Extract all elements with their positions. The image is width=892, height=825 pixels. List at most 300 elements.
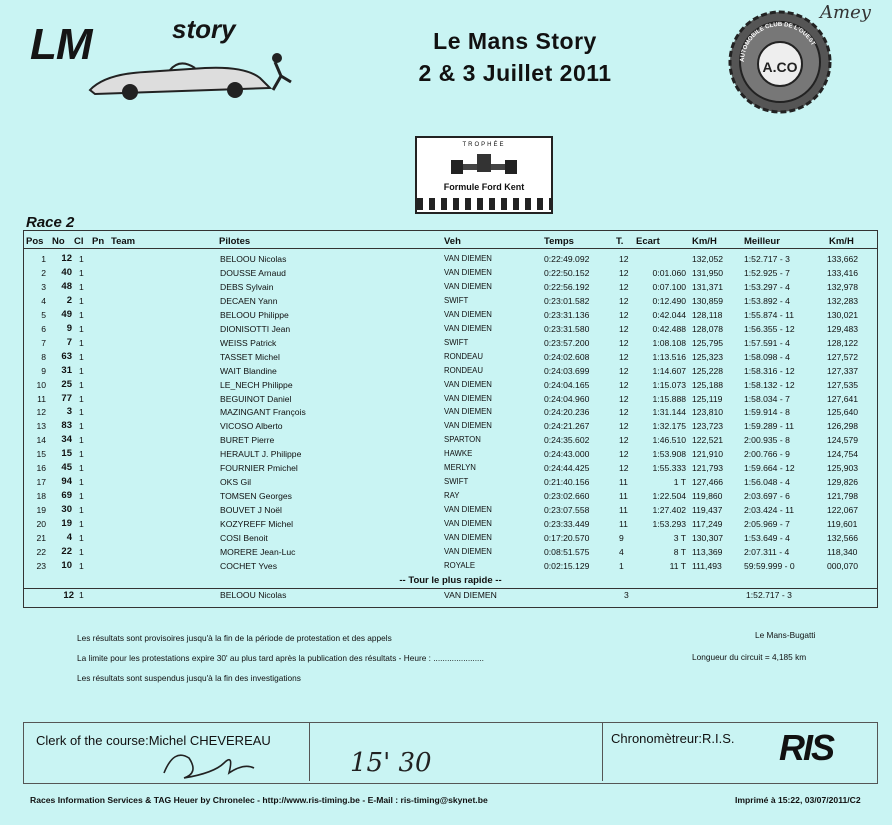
cell-laps: 12: [619, 463, 629, 474]
cell-best-kmh: 132,283: [827, 295, 859, 306]
cell-veh: RAY: [444, 491, 460, 501]
cell-no: 12: [61, 253, 72, 264]
cell-no: 94: [61, 476, 72, 488]
cell-time: 0:22:49.092: [544, 254, 590, 264]
table-row: [24, 309, 877, 323]
cell-gap: 1:32.175: [652, 421, 686, 432]
fastest-lap-number: 3: [624, 590, 629, 600]
cell-veh: SWIFT: [444, 337, 469, 347]
cell-time: 0:24:03.699: [544, 365, 590, 376]
cell-time: 0:23:01.582: [544, 295, 590, 306]
cell-pilot: BELOOU Nicolas: [220, 254, 287, 264]
cell-best: 1:59.914 - 8: [744, 407, 790, 418]
cell-cl: 1: [79, 309, 84, 320]
race-title: Race 2: [26, 214, 75, 231]
cell-kmh: 130,859: [692, 295, 724, 306]
cell-best: 1:52.717 - 3: [744, 254, 790, 264]
cell-no: 34: [61, 434, 72, 446]
cell-cl: 1: [79, 533, 84, 543]
cell-kmh: 121,910: [692, 449, 724, 460]
cell-laps: 12: [619, 393, 629, 404]
note-suspended: Les résultats sont suspendus jusqu'à la fin des investigations: [77, 673, 301, 683]
cell-best: 59:59.999 - 0: [744, 560, 795, 571]
cell-pilot: COSI Benoit: [220, 533, 268, 543]
cell-time: 0:22:56.192: [544, 281, 590, 292]
cell-veh: VAN DIEMEN: [444, 533, 492, 542]
cell-pos: 13: [36, 421, 46, 432]
cell-kmh: 122,521: [692, 435, 724, 446]
cell-veh: VAN DIEMEN: [444, 254, 492, 263]
cell-cl: 1: [79, 337, 84, 348]
cell-kmh: 123,810: [692, 407, 724, 418]
cell-kmh: 125,795: [692, 337, 724, 348]
cell-best: 1:59.289 - 11: [744, 421, 795, 432]
table-row: [24, 337, 877, 351]
table-row: [24, 281, 877, 295]
cell-best: 2:00.935 - 8: [744, 435, 790, 446]
cell-cl: 1: [79, 254, 84, 264]
cell-gap: 0:42.044: [652, 309, 686, 320]
cell-pilot: WAIT Blandine: [220, 365, 277, 376]
table-row: [24, 379, 877, 393]
cell-laps: 12: [619, 309, 629, 320]
col-ecart: Ecart: [636, 236, 660, 247]
cell-pilot: MAZINGANT François: [220, 407, 306, 418]
cell-pilot: DEBS Sylvain: [220, 281, 274, 292]
cell-no: 22: [61, 545, 72, 557]
cell-pos: 16: [36, 463, 46, 474]
cell-veh: VAN DIEMEN: [444, 546, 492, 556]
cell-gap: 1:15.073: [652, 379, 686, 390]
trophy-logo: [415, 136, 553, 214]
cell-no: 10: [61, 559, 72, 571]
cell-best: 2:03.424 - 11: [744, 505, 795, 516]
trophy-label: Formule Ford Kent: [443, 182, 525, 192]
cell-no: 25: [61, 378, 72, 390]
cell-pos: 20: [36, 519, 46, 530]
cell-best-kmh: 133,662: [827, 254, 859, 264]
cell-best: 1:56.048 - 4: [744, 477, 790, 488]
table-row: [24, 462, 877, 476]
cell-no: 83: [61, 420, 72, 432]
cell-laps: 4: [619, 546, 624, 557]
cell-no: 4: [66, 532, 72, 543]
cell-pos: 18: [36, 491, 46, 502]
cell-gap: 1:14.607: [652, 365, 686, 376]
cell-laps: 11: [619, 505, 628, 516]
cell-best-kmh: 129,483: [827, 323, 859, 334]
cell-time: 0:17:20.570: [544, 533, 590, 543]
cell-best: 1:53.297 - 4: [744, 281, 790, 292]
cell-gap: 0:12.490: [652, 295, 686, 306]
cell-cl: 1: [79, 491, 84, 502]
cell-time: 0:24:35.602: [544, 435, 590, 446]
header-divider: [24, 248, 877, 249]
cell-cl: 1: [79, 295, 84, 306]
cell-kmh: 111,493: [692, 560, 722, 571]
cell-pilot: VICOSO Alberto: [220, 421, 283, 432]
cell-time: 0:23:07.558: [544, 505, 590, 516]
cell-veh: VAN DIEMEN: [444, 379, 492, 389]
logo-story-text: story: [172, 14, 236, 44]
cell-time: 0:22:50.152: [544, 267, 590, 278]
cell-veh: ROYALE: [444, 560, 476, 570]
cell-time: 0:23:57.200: [544, 337, 590, 348]
cell-cl: 1: [79, 281, 84, 292]
table-row: [24, 560, 877, 574]
table-row: [24, 406, 877, 420]
cell-pilot: KOZYREFF Michel: [220, 519, 294, 530]
cell-time: 0:21:40.156: [544, 477, 590, 488]
cell-veh: VAN DIEMEN: [444, 323, 492, 333]
cell-best-kmh: 129,826: [827, 477, 859, 488]
cell-gap: 1:46.510: [652, 435, 686, 446]
cell-pos: 2: [41, 267, 46, 278]
cell-best: 1:58.098 - 4: [744, 351, 790, 362]
trophy-small-text: TROPHÉE: [462, 142, 506, 148]
table-row: [24, 351, 877, 365]
cell-pilot: MORERE Jean-Luc: [220, 546, 296, 557]
cell-time: 0:24:21.267: [544, 421, 590, 432]
clerk-of-course: Clerk of the course:Michel CHEVEREAU: [36, 733, 271, 748]
cell-no: 31: [61, 364, 72, 376]
cell-time: 0:24:02.608: [544, 351, 590, 362]
cell-pos: 7: [41, 337, 46, 348]
cell-cl: 1: [79, 407, 84, 418]
cell-kmh: 123,723: [692, 421, 724, 432]
cell-no: 48: [61, 280, 72, 292]
signature-box: [23, 722, 878, 784]
cell-gap: 1:31.144: [652, 407, 686, 418]
cell-pilot: OKS Gil: [220, 477, 252, 488]
circuit-length: Longueur du circuit = 4,185 km: [692, 652, 807, 662]
cell-gap: 1:13.516: [652, 351, 686, 362]
col-kmh-best: Km/H: [829, 236, 854, 247]
col-no: No: [52, 236, 65, 247]
cell-pos: 21: [36, 533, 46, 543]
note-provisional: Les résultats sont provisoires jusqu'à la fin de la période de protestation et des appels: [77, 633, 392, 643]
cell-pilot: HERAULT J. Philippe: [220, 449, 302, 460]
cell-pilot: FOURNIER Pmichel: [220, 463, 298, 474]
cell-best-kmh: 119,601: [827, 519, 858, 530]
cell-gap: 0:07.100: [652, 281, 686, 292]
cell-veh: SWIFT: [444, 477, 469, 487]
cell-veh: SPARTON: [444, 435, 481, 445]
cell-pos: 9: [41, 365, 46, 376]
cell-veh: VAN DIEMEN: [444, 309, 492, 319]
chronometreur: Chronomètreur:R.I.S.: [611, 731, 735, 746]
cell-kmh: 128,118: [692, 309, 723, 320]
table-row: [24, 518, 877, 532]
clerk-box: [24, 723, 310, 781]
cell-pilot: DIONISOTTI Jean: [220, 323, 291, 334]
cell-cl: 1: [79, 435, 84, 446]
cell-best-kmh: 118,340: [827, 546, 858, 557]
cell-best: 1:53.892 - 4: [744, 295, 790, 306]
circuit-name: Le Mans-Bugatti: [755, 630, 816, 640]
cell-veh: MERLYN: [444, 463, 476, 473]
col-temps: Temps: [544, 236, 574, 247]
cell-best-kmh: 125,903: [827, 463, 859, 474]
table-row: [24, 546, 877, 560]
cell-cl: 1: [79, 560, 84, 571]
cell-veh: SWIFT: [444, 295, 469, 305]
race-car-icon: [85, 52, 295, 102]
cell-kmh: 125,323: [692, 351, 724, 362]
cell-laps: 1: [619, 560, 624, 571]
cell-no: 40: [61, 266, 72, 278]
cell-time: 0:02:15.129: [544, 560, 590, 571]
cell-laps: 12: [619, 365, 629, 376]
cell-pos: 3: [41, 281, 46, 292]
cell-best: 2:07.311 - 4: [744, 546, 790, 557]
cell-pos: 10: [36, 379, 46, 390]
cell-pos: 23: [36, 560, 46, 571]
cell-kmh: 117,249: [692, 519, 723, 530]
cell-veh: RONDEAU: [444, 365, 483, 375]
col-team: Team: [111, 236, 136, 247]
cell-gap: 8 T: [673, 546, 686, 557]
cell-pos: 19: [36, 505, 46, 516]
cell-no: 30: [61, 504, 72, 516]
ris-logo: RIS: [779, 727, 834, 768]
col-tours: T.: [616, 236, 624, 247]
cell-best-kmh: 132,566: [827, 533, 859, 543]
cell-veh: VAN DIEMEN: [444, 281, 492, 291]
cell-pos: 4: [41, 295, 46, 306]
table-row: [24, 490, 877, 504]
cell-cl: 1: [79, 323, 84, 334]
cell-pos: 14: [36, 435, 46, 446]
cell-kmh: 119,860: [692, 491, 723, 502]
cell-best-kmh: 122,067: [827, 505, 859, 516]
cell-kmh: 127,466: [692, 477, 724, 488]
col-cl: Cl: [74, 236, 84, 247]
cell-gap: 11 T: [669, 560, 686, 571]
handwritten-initials: Amey: [820, 2, 871, 23]
cell-best-kmh: 127,641: [827, 393, 859, 404]
fastest-lap-row: [24, 589, 877, 603]
cell-best-kmh: 124,579: [827, 435, 859, 446]
table-row: [24, 253, 877, 267]
cell-time: 0:24:43.000: [544, 449, 590, 460]
lm-story-logo: [30, 12, 295, 100]
cell-best: 1:55.874 - 11: [744, 309, 795, 320]
cell-laps: 12: [619, 295, 629, 306]
fastest-cl: 1: [79, 590, 84, 600]
cell-best: 1:57.591 - 4: [744, 337, 790, 348]
cell-gap: 1:15.888: [652, 393, 686, 404]
cell-cl: 1: [79, 379, 84, 390]
cell-pos: 11: [37, 393, 46, 404]
cell-veh: RONDEAU: [444, 351, 483, 361]
cell-pos: 17: [36, 477, 46, 488]
cell-veh: VAN DIEMEN: [444, 519, 492, 529]
note-protest-limit: La limite pour les protestations expire 30' au plus tard après la publication des résultats - Heure : ......................: [77, 653, 484, 663]
cell-laps: 12: [619, 281, 629, 292]
cell-cl: 1: [79, 365, 84, 376]
cell-best-kmh: 125,640: [827, 407, 859, 418]
cell-time: 0:24:44.425: [544, 463, 590, 474]
cell-best: 2:03.697 - 6: [744, 491, 790, 502]
cell-pos: 1: [41, 254, 46, 264]
cell-cl: 1: [79, 477, 84, 488]
cell-pos: 8: [41, 351, 46, 362]
aco-emblem: [728, 10, 832, 114]
cell-laps: 11: [619, 491, 628, 502]
cell-pilot: WEISS Patrick: [220, 337, 277, 348]
checkered-band: [417, 198, 551, 210]
cell-laps: 12: [619, 435, 629, 446]
cell-no: 49: [61, 308, 72, 320]
formula-car-icon: [447, 150, 521, 180]
fastest-pilot: BELOOU Nicolas: [220, 590, 287, 600]
cell-pilot: BOUVET J Noël: [220, 505, 282, 516]
cell-no: 69: [61, 490, 72, 502]
cell-gap: 1:22.504: [652, 491, 686, 502]
cell-gap: 1:53.293: [652, 519, 686, 530]
cell-best-kmh: 126,298: [827, 421, 859, 432]
cell-pilot: DECAEN Yann: [220, 295, 278, 306]
cell-no: 3: [66, 406, 72, 418]
cell-cl: 1: [79, 546, 84, 557]
cell-cl: 1: [79, 505, 84, 516]
cell-pilot: TASSET Michel: [220, 351, 280, 362]
cell-time: 0:24:04.960: [544, 393, 590, 404]
cell-best-kmh: 127,572: [827, 351, 859, 362]
cell-veh: VAN DIEMEN: [444, 505, 492, 515]
cell-no: 63: [61, 350, 72, 362]
fastest-lap-label: -- Tour le plus rapide --: [399, 575, 502, 586]
cell-time: 0:23:33.449: [544, 519, 590, 530]
table-row: [24, 295, 877, 309]
cell-kmh: 119,437: [692, 505, 723, 516]
cell-veh: VAN DIEMEN: [444, 421, 492, 431]
cell-best-kmh: 132,978: [827, 281, 859, 292]
cell-veh: VAN DIEMEN: [444, 393, 492, 403]
cell-pilot: BELOOU Philippe: [220, 309, 289, 320]
logo-lm-text: LM: [30, 20, 92, 69]
cell-no: 15: [61, 448, 72, 460]
table-row: [24, 323, 877, 337]
cell-kmh: 121,793: [692, 463, 724, 474]
cell-gap: 0:42.488: [652, 323, 686, 334]
aco-letters: A.CO: [762, 59, 798, 75]
cell-kmh: 125,228: [692, 365, 724, 376]
cell-best-kmh: 128,122: [827, 337, 859, 348]
cell-no: 2: [66, 294, 72, 306]
cell-laps: 12: [619, 449, 629, 460]
footer-printed: Imprimé à 15:22, 03/07/2011/C2: [735, 795, 861, 805]
cell-kmh: 132,052: [692, 254, 724, 264]
col-veh: Veh: [444, 236, 461, 247]
cell-no: 77: [61, 392, 72, 404]
cell-laps: 12: [619, 351, 629, 362]
cell-best: 1:56.355 - 12: [744, 323, 795, 334]
cell-laps: 12: [619, 407, 629, 418]
cell-best: 1:58.316 - 12: [744, 365, 795, 376]
cell-veh: HAWKE: [444, 449, 473, 459]
table-row: [24, 393, 877, 407]
cell-pilot: TOMSEN Georges: [220, 491, 292, 502]
cell-kmh: 125,119: [692, 393, 723, 404]
cell-cl: 1: [79, 267, 84, 278]
col-kmh: Km/H: [692, 236, 717, 247]
handwritten-time: 15' 30: [350, 748, 432, 778]
footer-services: Races Information Services & TAG Heuer by Chronelec - http://www.ris-timing.be - E-Mail : ris-timing@skynet.be: [30, 795, 488, 805]
cell-time: 0:23:31.580: [544, 323, 590, 334]
cell-best-kmh: 000,070: [827, 560, 859, 571]
cell-pos: 6: [41, 323, 46, 334]
cell-laps: 12: [619, 379, 629, 390]
col-meilleur: Meilleur: [744, 236, 780, 247]
results-table: [23, 230, 878, 608]
table-row: [24, 504, 877, 518]
aco-ring-text: AUTOMOBILE CLUB DE L'OUEST: [739, 21, 816, 63]
fastest-no: 12: [63, 590, 74, 601]
cell-pos: 15: [36, 449, 46, 460]
cell-cl: 1: [79, 421, 84, 432]
cell-best: 2:05.969 - 7: [744, 519, 790, 530]
cell-no: 19: [61, 518, 72, 530]
cell-laps: 9: [619, 533, 624, 543]
clerk-signature-icon: [154, 743, 264, 783]
cell-cl: 1: [79, 351, 84, 362]
cell-best-kmh: 133,416: [827, 267, 859, 278]
event-date: 2 & 3 Juillet 2011: [418, 60, 612, 86]
cell-cl: 1: [79, 393, 84, 404]
cell-kmh: 125,188: [692, 379, 724, 390]
chrono-box: [602, 723, 878, 781]
cell-kmh: 131,371: [692, 281, 724, 292]
cell-laps: 12: [619, 337, 629, 348]
cell-laps: 12: [619, 254, 629, 264]
table-row: [24, 434, 877, 448]
event-title: Le Mans Story: [433, 28, 597, 54]
fastest-veh: VAN DIEMEN: [444, 590, 497, 600]
cell-cl: 1: [79, 519, 84, 530]
cell-pilot: DOUSSE Arnaud: [220, 267, 286, 278]
cell-pos: 5: [41, 309, 46, 320]
cell-laps: 11: [619, 477, 628, 488]
cell-best: 1:58.132 - 12: [744, 379, 795, 390]
cell-pilot: BEGUINOT Daniel: [220, 393, 292, 404]
cell-kmh: 113,369: [692, 546, 723, 557]
cell-best-kmh: 130,021: [827, 309, 859, 320]
table-row: [24, 267, 877, 281]
cell-veh: VAN DIEMEN: [444, 407, 492, 417]
cell-pilot: BURET Pierre: [220, 435, 275, 446]
cell-laps: 12: [619, 323, 629, 334]
cell-gap: 1:08.108: [652, 337, 686, 348]
cell-gap: 1:55.333: [652, 463, 686, 474]
cell-no: 45: [61, 462, 72, 474]
cell-kmh: 128,078: [692, 323, 724, 334]
cell-no: 7: [66, 336, 72, 348]
fastest-best: 1:52.717 - 3: [746, 590, 792, 600]
cell-time: 0:08:51.575: [544, 546, 590, 557]
table-row: [24, 420, 877, 434]
cell-pos: 22: [36, 546, 46, 557]
cell-gap: 3 T: [673, 533, 686, 543]
cell-cl: 1: [79, 449, 84, 460]
table-row: [24, 532, 877, 546]
cell-time: 0:23:31.136: [544, 309, 590, 320]
col-pn: Pn: [92, 236, 105, 247]
cell-laps: 11: [619, 519, 628, 530]
cell-kmh: 131,950: [692, 267, 724, 278]
cell-time: 0:23:02.660: [544, 491, 590, 502]
